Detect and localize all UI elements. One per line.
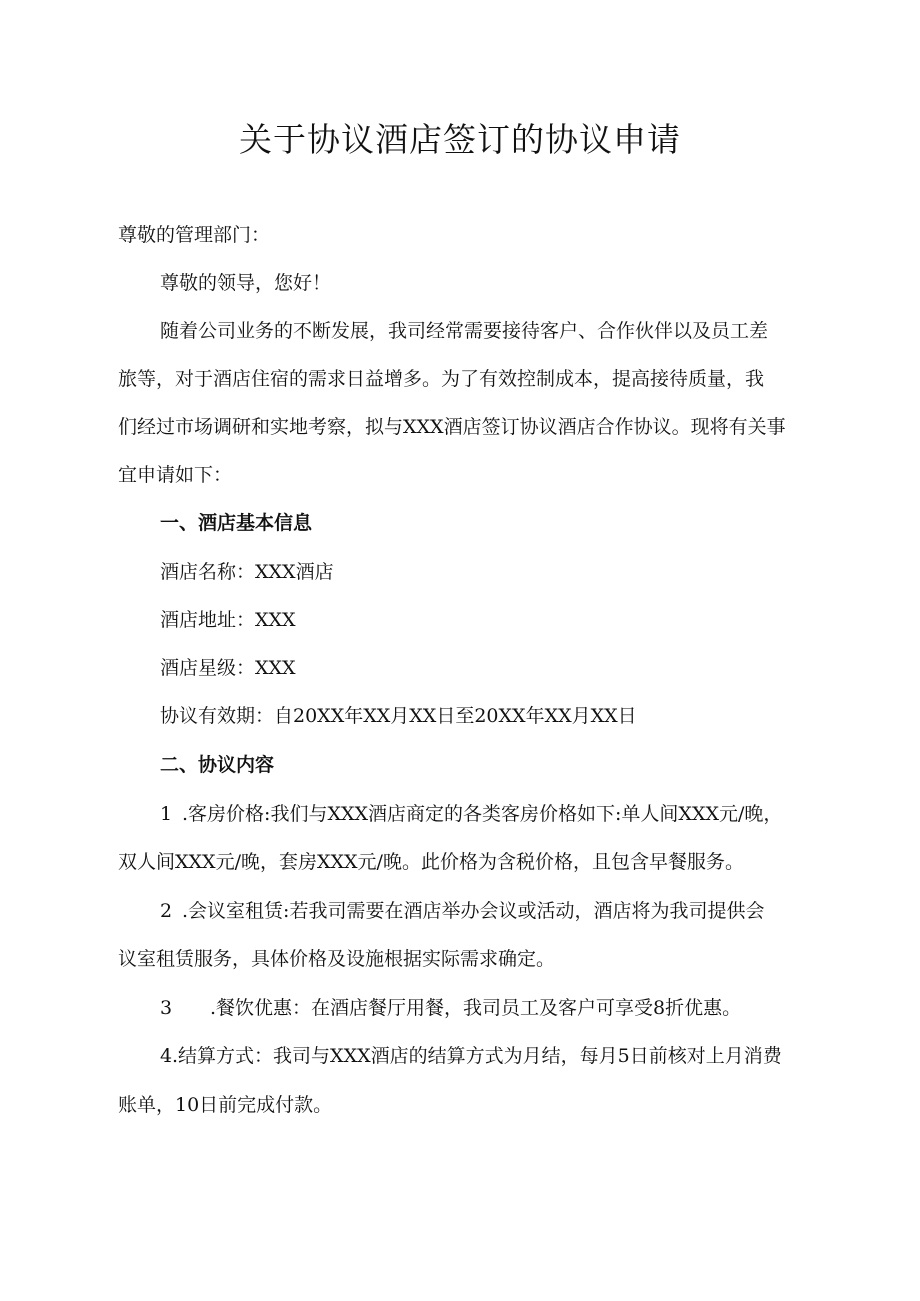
hotel-star: 酒店星级：XXX [160,657,296,679]
item3-text-1: .餐饮优惠：在酒店餐厅用餐，我司员工及客户可享受8折优惠。 [210,997,742,1019]
intro-line-4: 宜申请如下： [118,464,233,486]
item4-number: 4 [160,1045,173,1067]
item1-text-1: .客房价格:我们与XXX酒店商定的各类客房价格如下:单人间XXX元/晚， [182,803,783,825]
hotel-name: 酒店名称：XXX酒店 [160,561,334,583]
item3-number: 3 [160,997,173,1019]
section1-heading: 一、酒店基本信息 [160,512,313,534]
section2-heading: 二、协议内容 [160,754,275,776]
intro-line-2: 旅等，对于酒店住宿的需求日益增多。为了有效控制成本，提高接待质量，我 [118,368,765,390]
item2-line-2: 议室租赁服务，具体价格及设施根据实际需求确定。 [118,948,556,970]
item4-text-1: .结算方式：我司与XXX酒店的结算方式为月结，每月5日前核对上月消费 [172,1045,782,1067]
intro-line-1: 随着公司业务的不断发展，我司经常需要接待客户、合作伙伴以及员工差 [160,320,769,342]
hotel-address: 酒店地址：XXX [160,609,296,631]
greeting: 尊敬的领导，您好！ [160,272,332,294]
item3-line-1 [160,995,860,1021]
document-title: 关于协议酒店签订的协议申请 [239,120,681,159]
agreement-validity: 协议有效期：自20XX年XX月XX日至20XX年XX月XX日 [160,705,637,727]
item2-line-1 [160,898,860,924]
item4-line-2: 账单，10日前完成付款。 [118,1094,333,1116]
intro-line-3: 们经过市场调研和实地考察，拟与XXX酒店签订协议酒店合作协议。现将有关事 [118,416,786,438]
item1-line-2: 双人间XXX元/晚，套房XXX元/晚。此价格为含税价格，且包含早餐服务。 [118,851,744,873]
item4-line-1 [160,1043,860,1069]
salutation: 尊敬的管理部门： [118,224,271,246]
item2-text-1: .会议室租赁:若我司需要在酒店举办会议或活动，酒店将为我司提供会 [182,900,765,922]
item1-number: 1 [160,803,173,825]
item2-number: 2 [160,900,173,922]
item1-line-1 [160,801,860,827]
